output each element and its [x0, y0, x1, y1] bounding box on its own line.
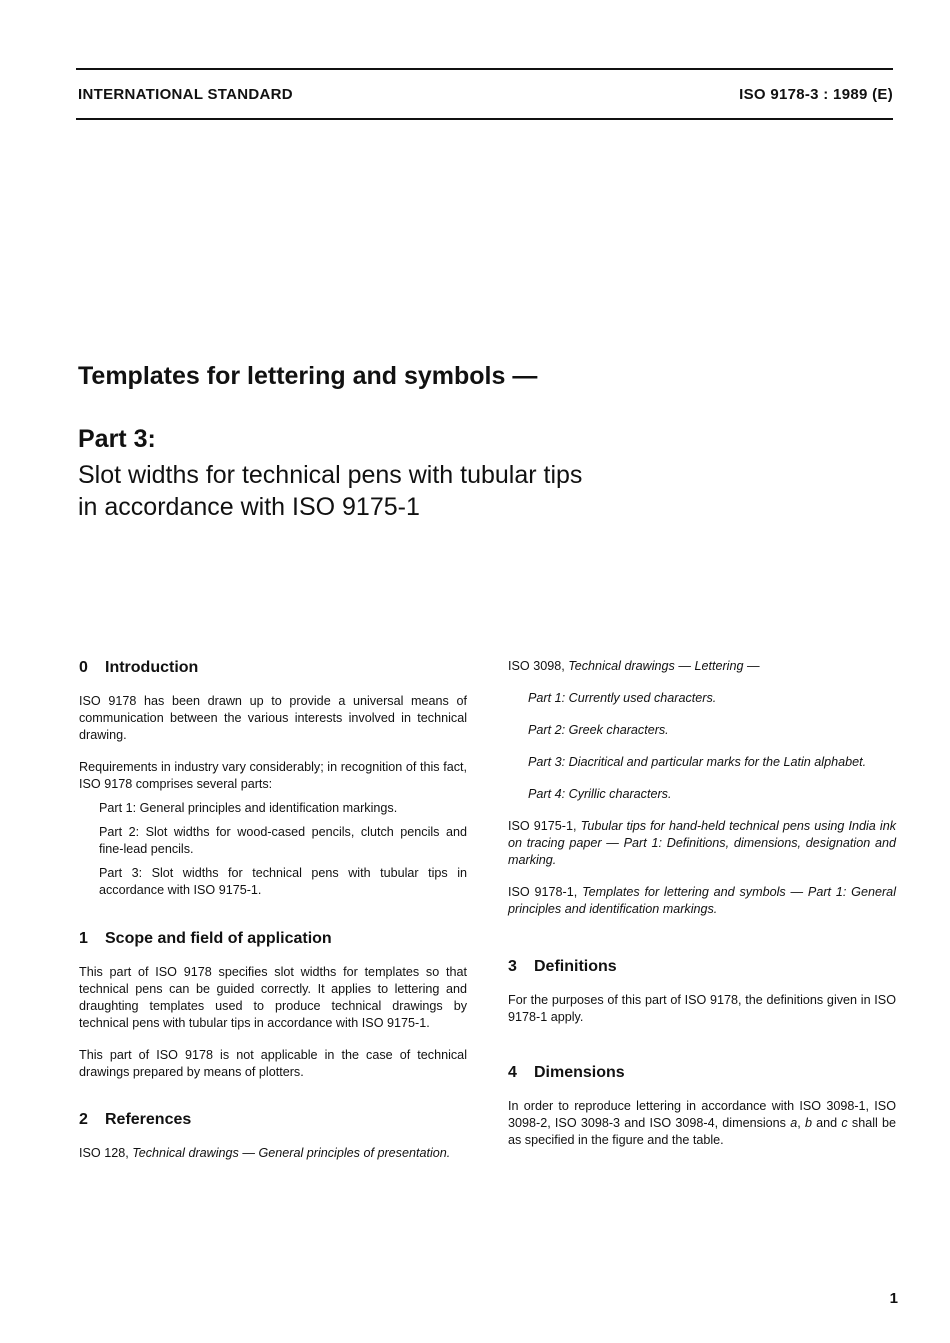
subtitle-line-2: in accordance with ISO 9175-1	[78, 493, 420, 521]
left-column	[79, 657, 467, 1177]
reference-title: Templates for lettering and symbols — Part 1: General principles and identification markings.	[508, 885, 896, 916]
section-number: 4	[508, 1064, 517, 1081]
subtitle-line-1: Slot widths for technical pens with tubular tips	[78, 461, 583, 489]
section-number: 1	[79, 930, 88, 947]
reference-code: ISO 9175-1,	[508, 819, 577, 833]
paragraph	[508, 1098, 896, 1149]
list-item: Part 3: Slot widths for technical pens with tubular tips in accordance with ISO 9175-1.	[99, 866, 467, 897]
reference-title: Technical drawings — Lettering —	[568, 659, 760, 673]
section-dimensions	[508, 1062, 896, 1149]
reference-sub-item: Part 3: Diacritical and particular marks for the Latin alphabet.	[528, 755, 867, 769]
reference-sub-item: Part 1: Currently used characters.	[528, 691, 717, 705]
section-number: 3	[508, 958, 517, 975]
section-heading	[79, 657, 467, 679]
document-title: Templates for lettering and symbols —	[78, 362, 538, 390]
paragraph: ISO 9178 has been drawn up to provide a universal means of communication between the various interests involved in technical drawing.	[79, 694, 467, 742]
variable-c: c	[841, 1116, 848, 1130]
paragraph-text: shall be as specified in the figure and the table.	[508, 1116, 897, 1147]
variable-a: a	[790, 1116, 798, 1130]
variable-b: b	[804, 1116, 812, 1130]
list-item: Part 2: Slot widths for wood-cased pencils, clutch pencils and fine-lead pencils.	[99, 825, 467, 856]
section-number: 2	[79, 1111, 88, 1128]
reference-sub-item: Part 2: Greek characters.	[528, 723, 669, 737]
document-subtitle	[78, 459, 778, 523]
paragraph: This part of ISO 9178 is not applicable in the case of technical drawings prepared by means of plotters.	[79, 1048, 467, 1079]
paragraph: This part of ISO 9178 specifies slot widths for templates so that technical pens can be guided correctly. It applies to lettering and draughting templates used to produce technical drawings by technical pens with tubular tips in accordance with ISO 9175-1.	[79, 965, 467, 1030]
section-title: Introduction	[105, 659, 199, 676]
paragraph: For the purposes of this part of ISO 9178, the definitions given in ISO 9178-1 apply.	[508, 993, 896, 1024]
section-references	[79, 1109, 467, 1162]
reference-entry	[508, 884, 896, 918]
separator: ,	[797, 1116, 801, 1130]
section-title: References	[105, 1111, 192, 1128]
section-heading	[79, 928, 467, 950]
reference-entry	[508, 658, 896, 675]
section-number: 0	[79, 659, 88, 676]
reference-title: Technical drawings — General principles of presentation.	[132, 1146, 451, 1160]
paragraph: Requirements in industry vary considerably; in recognition of this fact, ISO 9178 comprises several parts:	[79, 760, 467, 791]
paragraph-text: In order to reproduce lettering in accordance with ISO 3098-1, ISO 3098-2, ISO 3098-3 and ISO 3098-4, dimensions	[508, 1099, 896, 1130]
conjunction: and	[816, 1116, 838, 1130]
section-heading	[79, 1109, 467, 1131]
header-bottom-rule	[76, 118, 893, 120]
document-number: ISO 9178-3 : 1989 (E)	[739, 86, 893, 103]
reference-title: Tubular tips for hand-held technical pens using India ink on tracing paper — Part 1: Definitions, dimensions, designation and marking.	[508, 819, 897, 867]
section-heading	[508, 1062, 896, 1084]
section-definitions	[508, 956, 896, 1026]
section-heading	[508, 956, 896, 978]
list-item: Part 1: General principles and identification markings.	[99, 801, 398, 815]
section-title: Scope and field of application	[105, 930, 332, 947]
section-introduction	[79, 657, 467, 899]
reference-sub-item: Part 4: Cyrillic characters.	[528, 787, 672, 801]
reference-code: ISO 128,	[79, 1146, 129, 1160]
reference-entry	[508, 818, 896, 869]
section-title: Definitions	[534, 958, 617, 975]
reference-code: ISO 9178-1,	[508, 885, 578, 899]
reference-entry	[79, 1145, 467, 1162]
part-label: Part 3:	[78, 425, 156, 453]
section-title: Dimensions	[534, 1064, 625, 1081]
section-scope	[79, 928, 467, 1081]
right-column	[508, 658, 896, 1164]
document-type-label: INTERNATIONAL STANDARD	[78, 86, 293, 103]
page-number: 1	[889, 1290, 898, 1307]
header-top-rule	[76, 68, 893, 70]
reference-code: ISO 3098,	[508, 659, 565, 673]
